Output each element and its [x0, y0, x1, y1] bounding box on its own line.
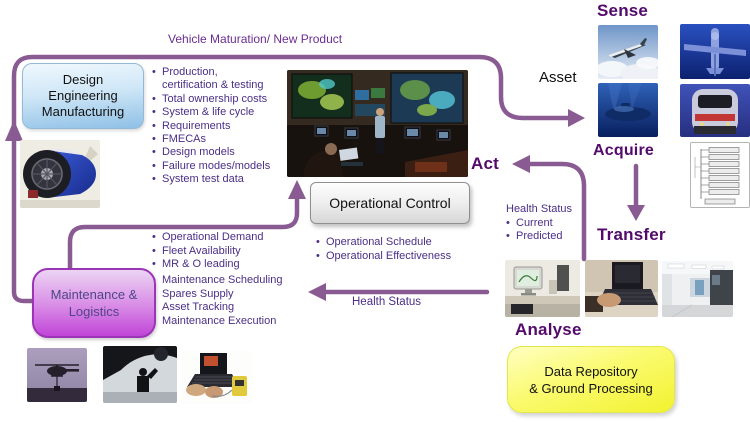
acquire-label: Acquire: [593, 142, 654, 159]
list-item: certification & testing: [162, 79, 264, 92]
list-item: • Production,: [152, 66, 218, 78]
list-item: • Current: [506, 216, 553, 229]
maintenance-logistics-box: [32, 268, 156, 338]
act-label: Act: [471, 154, 499, 173]
health-status-title: Health Status: [506, 203, 573, 215]
list-item: • MR & O leading: [152, 258, 240, 271]
list-item: Asset Tracking: [162, 301, 235, 314]
list-item: • Failure modes/models: [152, 159, 271, 172]
control-room-photo: [287, 70, 468, 177]
list-item: Spares Supply: [162, 287, 234, 300]
list-item: • Requirements: [152, 119, 231, 132]
operational-control-outputs-list: [316, 235, 466, 263]
design-engineering-manufacturing-box: [22, 63, 144, 129]
field-laptop-photo: [182, 350, 252, 404]
submarine-photo: [598, 83, 658, 137]
operational-demand-list: [152, 231, 297, 272]
list-item: • Total ownership costs: [152, 92, 268, 105]
list-item: Maintenance Execution: [162, 314, 277, 327]
list-item: • Operational Schedule: [316, 236, 432, 248]
list-item: • System & life cycle: [152, 106, 255, 119]
airliner-photo: [598, 25, 658, 79]
helicopter-photo: [27, 348, 87, 402]
list-item: Maintenance Scheduling: [162, 274, 283, 286]
system-breakdown-diagram: [690, 142, 750, 208]
health-status-detail: [506, 203, 596, 244]
arrowhead-health-status: [308, 283, 326, 301]
vehicle-maturation-label: Vehicle Maturation/ New Product: [168, 32, 343, 46]
design-box-line1: Design: [62, 72, 104, 87]
transfer-label: Transfer: [597, 225, 666, 244]
data-repository-line2: & Ground Processing: [529, 380, 653, 396]
aircraft-below-photo: [680, 24, 750, 79]
maintenance-box-line1: Maintenance &: [50, 287, 138, 302]
design-box-line2: Engineering: [48, 88, 118, 103]
list-item: • Operational Demand: [152, 231, 264, 243]
arrowhead-to-asset: [568, 109, 585, 127]
list-item: • Fleet Availability: [152, 244, 241, 257]
list-item: • FMECAs: [152, 133, 206, 146]
maintenance-tasks-list: [152, 274, 302, 328]
asset-label: Asset: [539, 69, 577, 86]
arrowhead-to-transfer: [627, 205, 645, 221]
arrowhead-up-left-loop: [5, 120, 23, 141]
operational-control-label: Operational Control: [329, 195, 451, 211]
data-repository-line1: Data Repository: [544, 363, 638, 379]
operational-control-box: [310, 182, 470, 224]
list-item: • System test data: [152, 173, 244, 186]
mechanic-photo: [103, 346, 177, 403]
design-data-list: [152, 66, 292, 187]
list-item: • Predicted: [506, 230, 563, 242]
data-repository-box: [507, 346, 675, 413]
laptop-analysis-photo: [585, 260, 658, 317]
lab-corridor-photo: [662, 261, 733, 317]
list-item: • Operational Effectiveness: [316, 250, 452, 262]
health-status-arrow-label: Health Status: [352, 296, 422, 308]
workstation-photo: [505, 260, 580, 317]
analyse-label: Analyse: [515, 320, 582, 339]
maintenance-box-line2: Logistics: [68, 304, 120, 319]
list-item: • Design models: [152, 146, 235, 159]
train-photo: [680, 84, 750, 137]
arrowhead-to-act: [512, 155, 530, 173]
engine-photo: [20, 140, 100, 208]
design-box-line3: Manufacturing: [41, 104, 125, 119]
sense-label: Sense: [597, 1, 649, 20]
